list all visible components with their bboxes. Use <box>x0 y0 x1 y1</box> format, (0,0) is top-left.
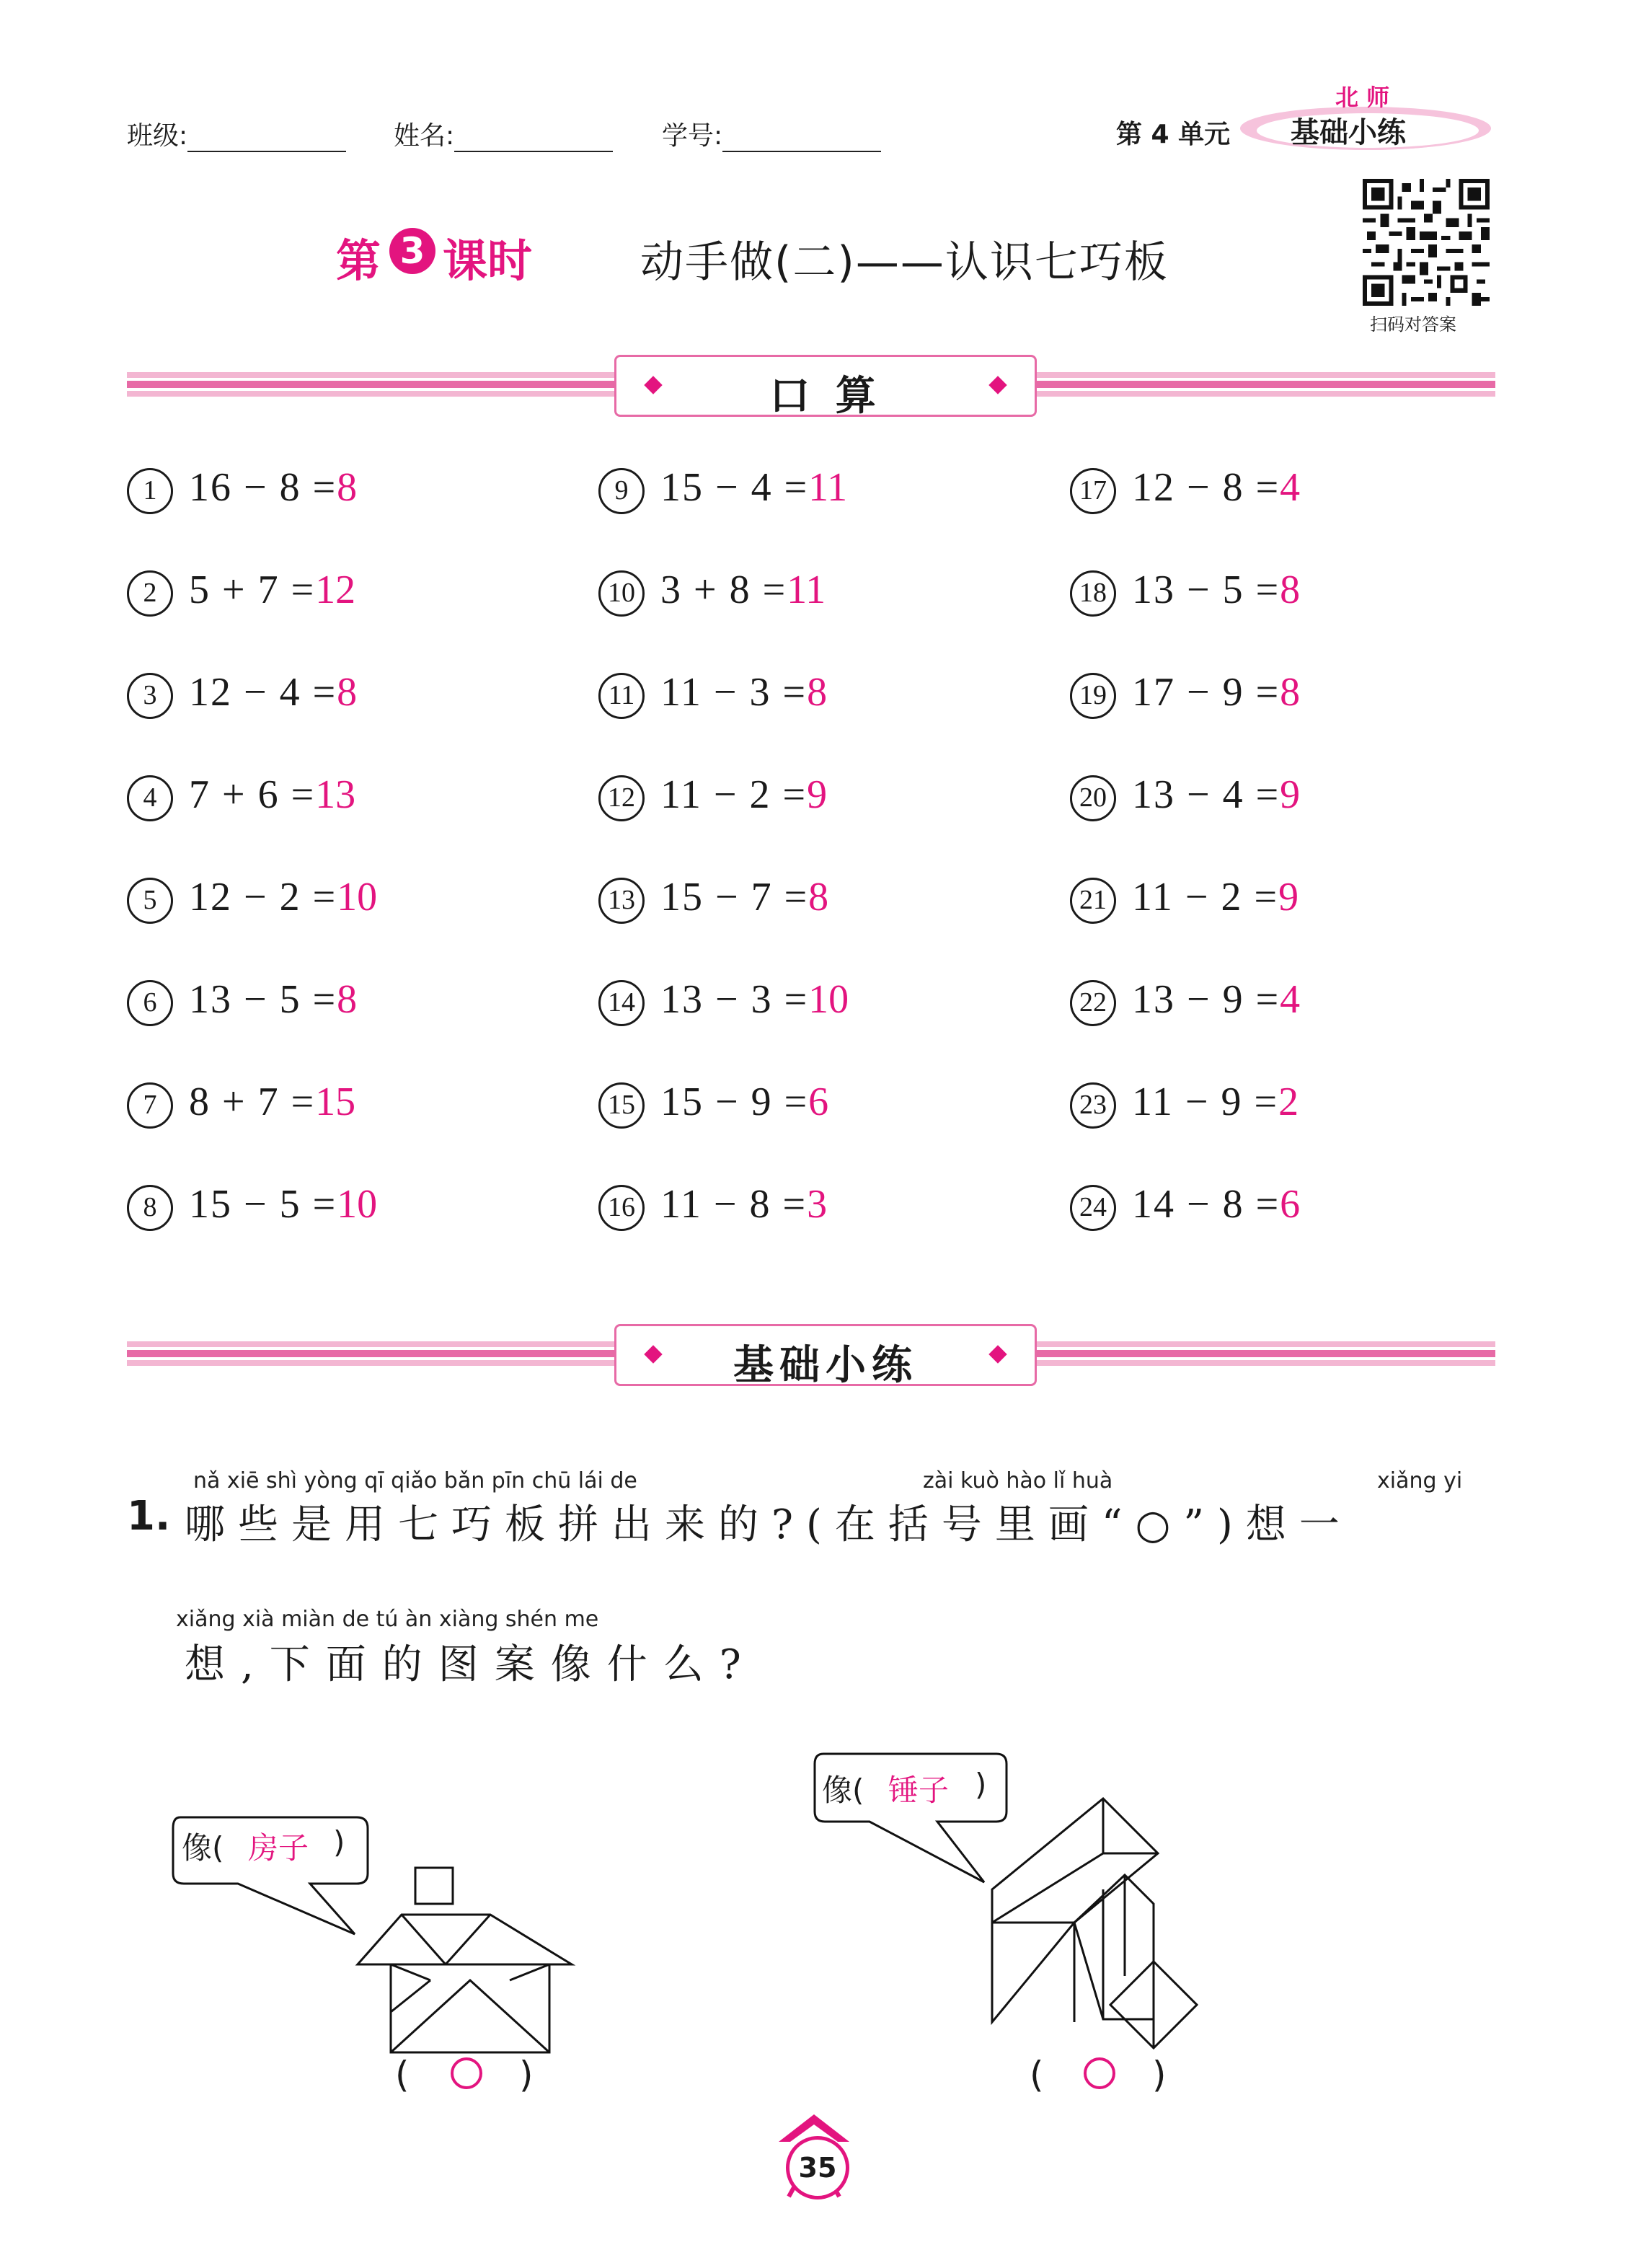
lesson-suffix: 课时 <box>443 234 533 287</box>
class-field[interactable] <box>127 115 346 152</box>
name-field[interactable] <box>394 115 613 152</box>
problem-number: 12 <box>598 775 645 821</box>
problem-6 <box>127 976 357 1026</box>
problem-number: 10 <box>598 570 645 617</box>
question-pinyin-2: xiǎng xià miàn de tú àn xiàng shén me <box>176 1607 599 1632</box>
problem-13 <box>598 874 828 924</box>
lesson-number: 3 <box>389 228 435 274</box>
problem-answer[interactable]: 8 <box>807 670 828 715</box>
qr-caption: 扫码对答案 <box>1370 314 1456 335</box>
problem-answer[interactable]: 10 <box>337 1182 378 1227</box>
problem-expression: 5 + 7 = <box>189 568 316 612</box>
hammer-paren-close: ) <box>1152 2054 1167 2096</box>
problem-1 <box>127 464 357 514</box>
problem-expression: 14 − 8 = <box>1132 1182 1280 1227</box>
hammer-bubble-label: 像( <box>822 1773 864 1808</box>
problem-2 <box>127 567 355 617</box>
problem-expression: 11 − 8 = <box>660 1182 808 1227</box>
problem-expression: 15 − 9 = <box>660 1080 809 1124</box>
section-header-basic-practice <box>614 1324 1037 1389</box>
problem-answer[interactable]: 8 <box>337 977 358 1022</box>
problem-number: 23 <box>1070 1082 1116 1129</box>
problem-22 <box>1070 976 1300 1026</box>
house-paren-close: ) <box>519 2054 534 2096</box>
problem-5 <box>127 874 377 924</box>
problem-answer[interactable]: 13 <box>315 772 356 817</box>
problem-expression: 16 − 8 = <box>189 465 337 510</box>
problem-answer[interactable]: 8 <box>337 670 358 715</box>
problem-answer[interactable]: 6 <box>1280 1182 1301 1227</box>
hammer-paren-open: ( <box>1030 2054 1044 2096</box>
problem-expression: 11 − 9 = <box>1132 1080 1279 1124</box>
problem-14 <box>598 976 849 1026</box>
problem-answer[interactable]: 9 <box>1278 875 1299 919</box>
problem-number: 2 <box>127 570 173 617</box>
brand-main: 基础小练 <box>1291 116 1406 149</box>
problem-answer[interactable]: 11 <box>787 568 826 612</box>
question-pinyin-1a: nǎ xiē shì yòng qī qiǎo bǎn pīn chū lái de <box>193 1468 637 1493</box>
hammer-circle-mark[interactable] <box>1084 2057 1115 2089</box>
problem-4 <box>127 772 355 821</box>
problem-answer[interactable]: 9 <box>1280 772 1301 817</box>
problem-number: 7 <box>127 1082 173 1129</box>
problem-12 <box>598 772 827 821</box>
problem-answer[interactable]: 12 <box>315 568 356 612</box>
problem-8 <box>127 1181 377 1231</box>
problem-expression: 12 − 4 = <box>189 670 337 715</box>
problem-answer[interactable]: 2 <box>1278 1080 1299 1124</box>
problem-number: 22 <box>1070 980 1116 1026</box>
house-bubble-answer: 房子 <box>248 1830 309 1866</box>
problem-number: 8 <box>127 1185 173 1231</box>
problem-answer[interactable]: 10 <box>337 875 378 919</box>
problem-expression: 17 − 9 = <box>1132 670 1280 715</box>
problem-number: 17 <box>1070 468 1116 514</box>
hammer-bubble-answer: 锤子 <box>888 1773 950 1808</box>
problem-16 <box>598 1181 827 1231</box>
problem-expression: 8 + 7 = <box>189 1080 316 1124</box>
problem-number: 1 <box>127 468 173 514</box>
qr-code-icon[interactable] <box>1363 179 1490 306</box>
problem-expression: 13 − 5 = <box>189 977 337 1022</box>
hammer-tangram-figure <box>808 1745 1255 2062</box>
problem-number: 24 <box>1070 1185 1116 1231</box>
question-pinyin-1c: xiǎng yi <box>1377 1468 1463 1493</box>
problem-11 <box>598 669 827 719</box>
question-text-line2: 想,下面的图案像什么? <box>185 1641 757 1688</box>
lesson-prefix: 第 <box>336 234 381 287</box>
brand-top: 北 师 <box>1335 84 1390 111</box>
house-circle-mark[interactable] <box>451 2057 482 2089</box>
problem-answer[interactable]: 11 <box>808 465 848 510</box>
problem-17 <box>1070 464 1300 514</box>
problem-answer[interactable]: 8 <box>808 875 829 919</box>
problem-number: 18 <box>1070 570 1116 617</box>
house-bubble-label: 像( <box>182 1830 224 1866</box>
problem-answer[interactable]: 15 <box>315 1080 356 1124</box>
page-number: 35 <box>786 2136 849 2199</box>
problem-expression: 7 + 6 = <box>189 772 316 817</box>
problem-expression: 13 − 4 = <box>1132 772 1280 817</box>
problem-answer[interactable]: 10 <box>808 977 849 1022</box>
problem-21 <box>1070 874 1299 924</box>
problem-expression: 15 − 5 = <box>189 1182 337 1227</box>
problem-expression: 13 − 9 = <box>1132 977 1280 1022</box>
house-tangram-figure <box>166 1803 584 2070</box>
question-pinyin-1b: zài kuò hào lǐ huà <box>923 1468 1113 1493</box>
problem-15 <box>598 1079 828 1129</box>
problem-number: 4 <box>127 775 173 821</box>
class-label: 班级: <box>127 121 188 151</box>
hammer-bubble-close: ) <box>975 1767 987 1802</box>
question-number: 1. <box>127 1493 171 1540</box>
problem-expression: 15 − 7 = <box>660 875 809 919</box>
problem-answer[interactable]: 4 <box>1280 977 1301 1022</box>
problem-number: 3 <box>127 673 173 719</box>
question-text-line1: 哪些是用七巧板拼出来的?(在括号里画“○”)想一 <box>185 1501 1353 1548</box>
problem-number: 11 <box>598 673 645 719</box>
problem-23 <box>1070 1079 1299 1129</box>
section-header-mental-math <box>614 355 1037 420</box>
section-title-mental-math: 口 算 <box>769 373 882 420</box>
problem-18 <box>1070 567 1300 617</box>
problem-answer[interactable]: 6 <box>808 1080 829 1124</box>
problem-expression: 11 − 2 = <box>660 772 808 817</box>
problem-9 <box>598 464 847 514</box>
problem-number: 21 <box>1070 878 1116 924</box>
problem-7 <box>127 1079 355 1129</box>
problem-number: 15 <box>598 1082 645 1129</box>
problem-number: 13 <box>598 878 645 924</box>
house-bubble-close: ) <box>333 1824 345 1860</box>
problem-24 <box>1070 1181 1300 1231</box>
name-line <box>454 151 613 152</box>
problem-expression: 12 − 2 = <box>189 875 337 919</box>
problem-expression: 15 − 4 = <box>660 465 809 510</box>
problem-20 <box>1070 772 1300 821</box>
problem-answer[interactable]: 4 <box>1280 465 1301 510</box>
problem-number: 16 <box>598 1185 645 1231</box>
problem-answer[interactable]: 9 <box>807 772 828 817</box>
problem-10 <box>598 567 826 617</box>
name-label: 姓名: <box>394 121 455 151</box>
problem-answer[interactable]: 8 <box>1280 670 1301 715</box>
section-title-basic-practice: 基础小练 <box>733 1342 918 1389</box>
student-id-label: 学号: <box>662 121 723 151</box>
unit-label: 第 4 单元 <box>1116 120 1231 149</box>
problem-number: 14 <box>598 980 645 1026</box>
problem-expression: 13 − 5 = <box>1132 568 1280 612</box>
problem-number: 5 <box>127 878 173 924</box>
problem-expression: 3 + 8 = <box>660 568 787 612</box>
problem-answer[interactable]: 8 <box>337 465 358 510</box>
student-id-field[interactable] <box>662 115 881 152</box>
problem-19 <box>1070 669 1300 719</box>
lesson-title: 动手做(二)——认识七巧板 <box>640 237 1169 288</box>
problem-answer[interactable]: 8 <box>1280 568 1301 612</box>
problem-expression: 11 − 3 = <box>660 670 808 715</box>
problem-expression: 11 − 2 = <box>1132 875 1279 919</box>
problem-number: 6 <box>127 980 173 1026</box>
problem-number: 9 <box>598 468 645 514</box>
problem-answer[interactable]: 3 <box>807 1182 828 1227</box>
student-id-line <box>722 151 881 152</box>
class-line <box>187 151 346 152</box>
house-paren-open: ( <box>395 2054 410 2096</box>
problem-expression: 13 − 3 = <box>660 977 809 1022</box>
problem-3 <box>127 669 357 719</box>
problem-number: 19 <box>1070 673 1116 719</box>
problem-expression: 12 − 8 = <box>1132 465 1280 510</box>
problem-number: 20 <box>1070 775 1116 821</box>
